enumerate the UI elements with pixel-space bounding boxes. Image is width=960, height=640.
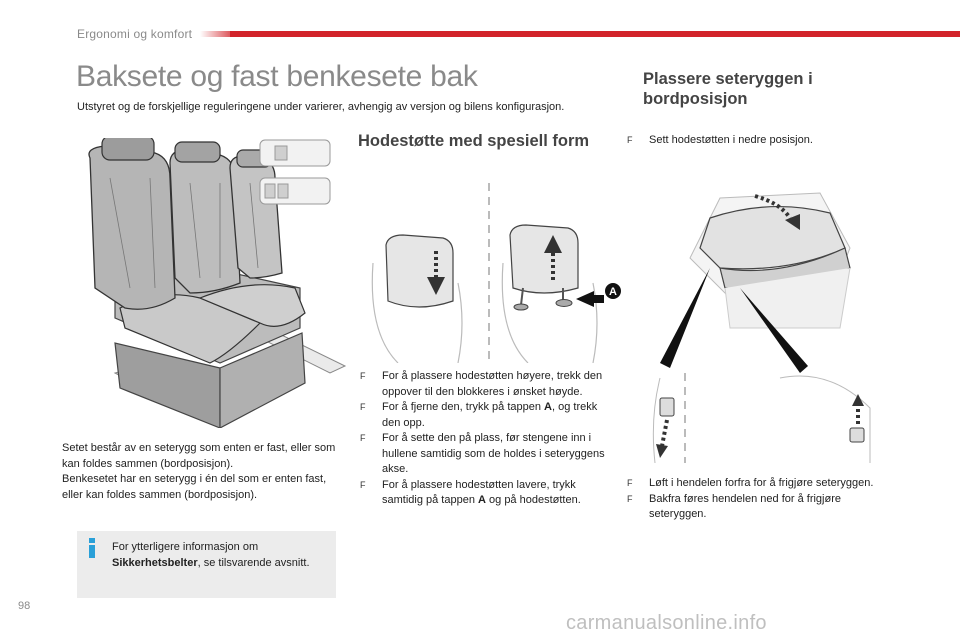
headrest-step-remove-bold: A — [544, 401, 552, 413]
headrest-illustration — [358, 183, 623, 363]
headrest-instructions — [360, 369, 610, 509]
headrest-step-remove — [360, 400, 610, 431]
headrest-step-lower-pre: For å plassere hodestøtten lavere, trykk samtidig på tappen — [382, 478, 576, 506]
headrest-step-lower-bold: A — [478, 494, 486, 506]
table-position-step-1-list — [627, 133, 887, 149]
info-bold-link: Sikkerhetsbelter — [112, 557, 198, 569]
headrest-step-remove-post: , og trekk den opp. — [382, 401, 598, 429]
folding-backrest-illustration — [630, 178, 880, 463]
callout-a-label: A — [609, 286, 617, 298]
watermark-text: carmanualsonline.info — [566, 612, 767, 634]
headrest-step-refit: F For å sette den på plass, før stengene inn i hullene samtidig som de holdes i seteryggens akse. — [360, 431, 610, 478]
left-paragraph-2: Benkesetet har en seterygg i én del som er enten fast, eller kan foldes sammen (bordposisjon). — [62, 473, 327, 501]
info-icon — [85, 538, 99, 558]
table-step-lower-headrest: F Sett hodestøtten i nedre posisjon. — [627, 133, 887, 149]
headrest-step-raise: F For å plassere hodestøtten høyere, trekk den oppover til den blokkeres i ønsket høyde. — [360, 369, 610, 400]
page-title: Baksete og fast benkesete bak — [76, 60, 478, 93]
page-number: 98 — [18, 600, 31, 612]
table-step-rear-lever: F Bakfra føres hendelen ned for å frigjøre seteryggen. — [627, 492, 887, 523]
rear-bench-illustration — [60, 138, 350, 428]
info-suffix: , se tilsvarende avsnitt. — [197, 557, 310, 569]
info-prefix: For ytterligere informasjon om — [112, 541, 259, 553]
info-text — [112, 539, 317, 571]
left-paragraph-1: Setet består av en seterygg som enten er fast, eller som kan foldes sammen (bordposisjon). — [62, 442, 336, 470]
headrest-step-lower — [360, 478, 610, 509]
section-label: Ergonomi og komfort — [77, 27, 193, 41]
headrest-section-title: Hodestøtte med spesiell form — [358, 132, 590, 150]
intro-text: Utstyret og de forskjellige reguleringene under varierer, avhengig av versjon og bilens konfigurasjon. — [77, 101, 565, 113]
table-step-front-lever: F Løft i hendelen forfra for å frigjøre seteryggen. — [627, 476, 887, 492]
table-position-title: Plassere seteryggen i bordposisjon — [643, 70, 813, 108]
headrest-step-remove-pre: For å fjerne den, trykk på tappen — [382, 401, 545, 413]
header-bar — [230, 31, 960, 37]
headrest-step-lower-post: og på hodestøtten. — [485, 494, 581, 506]
table-position-steps — [627, 476, 887, 523]
